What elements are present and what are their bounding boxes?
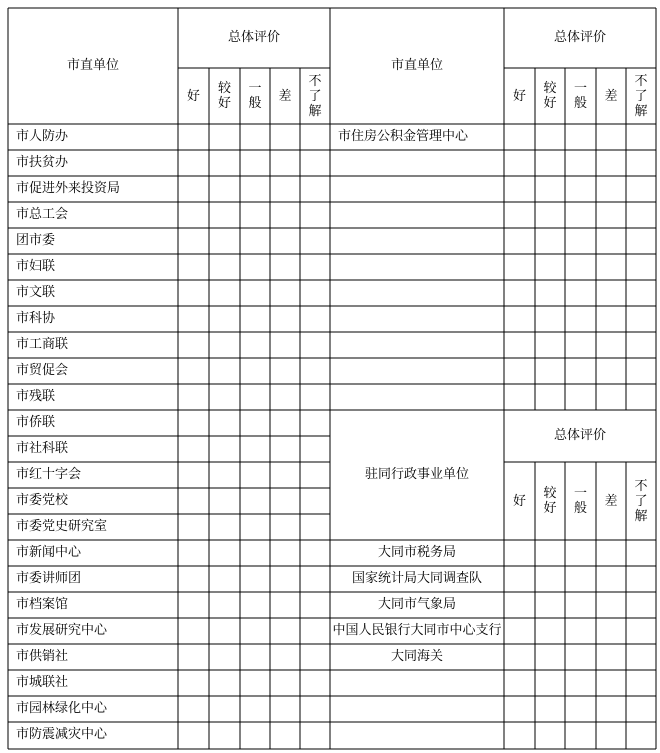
left-unit-name: 市残联 bbox=[16, 389, 56, 404]
left-rating-header: 较 好 bbox=[217, 81, 231, 111]
section2-rating-header: 一 般 bbox=[573, 486, 587, 516]
left-unit-name: 市侨联 bbox=[16, 415, 56, 430]
left-unit-name: 市城联社 bbox=[16, 675, 69, 690]
right-unit-name: 大同市税务局 bbox=[377, 545, 456, 560]
right-unit-header: 市直单位 bbox=[390, 58, 443, 73]
left-unit-name: 市委党史研究室 bbox=[16, 519, 108, 534]
right-unit-name: 大同市气象局 bbox=[377, 597, 456, 612]
section2-unit-header: 驻同行政事业单位 bbox=[364, 467, 469, 482]
right-rating-header: 较 好 bbox=[543, 81, 557, 111]
left-unit-header: 市直单位 bbox=[66, 58, 119, 73]
left-unit-name: 团市委 bbox=[16, 233, 56, 248]
right-overall-header: 总体评价 bbox=[553, 30, 606, 45]
left-unit-name: 市工商联 bbox=[16, 337, 69, 352]
left-unit-name: 市档案馆 bbox=[16, 597, 69, 612]
left-unit-name: 市促进外来投资局 bbox=[16, 181, 121, 196]
right-rating-header: 差 bbox=[604, 88, 618, 104]
left-rating-header: 一 般 bbox=[248, 81, 262, 111]
left-rating-header: 好 bbox=[186, 88, 200, 104]
left-overall-header: 总体评价 bbox=[227, 30, 280, 45]
section2-rating-header: 较 好 bbox=[543, 486, 557, 516]
left-unit-name: 市新闻中心 bbox=[16, 545, 82, 560]
left-unit-name: 市社科联 bbox=[16, 441, 69, 456]
section2-rating-header: 不 了 解 bbox=[634, 478, 648, 524]
right-rating-header: 不 了 解 bbox=[634, 73, 648, 119]
section2-rating-header: 差 bbox=[604, 493, 618, 509]
left-unit-name: 市防震减灾中心 bbox=[16, 727, 108, 742]
left-unit-name: 市园林绿化中心 bbox=[16, 701, 108, 716]
right-unit-name: 国家统计局大同调查队 bbox=[351, 571, 482, 586]
left-unit-name: 市红十字会 bbox=[16, 467, 82, 482]
left-unit-name: 市贸促会 bbox=[16, 363, 69, 378]
left-unit-name: 市委党校 bbox=[16, 493, 69, 508]
section2-overall-header: 总体评价 bbox=[553, 428, 606, 443]
left-unit-name: 市人防办 bbox=[16, 129, 69, 144]
left-rating-header: 不 了 解 bbox=[308, 73, 322, 119]
left-unit-name: 市扶贫办 bbox=[16, 155, 69, 170]
left-unit-name: 市文联 bbox=[16, 285, 56, 300]
left-unit-name: 市妇联 bbox=[16, 259, 56, 274]
left-rating-header: 差 bbox=[278, 88, 292, 104]
left-unit-name: 市委讲师团 bbox=[16, 571, 82, 586]
left-unit-name: 市供销社 bbox=[16, 649, 69, 664]
right-unit-name: 市住房公积金管理中心 bbox=[338, 129, 469, 144]
right-unit-name: 大同海关 bbox=[390, 649, 443, 664]
left-unit-name: 市科协 bbox=[16, 311, 56, 326]
right-rating-header: 好 bbox=[512, 88, 526, 104]
right-rating-header: 一 般 bbox=[573, 81, 587, 111]
right-unit-name: 中国人民银行大同市中心支行 bbox=[332, 623, 502, 638]
section2-rating-header: 好 bbox=[512, 493, 526, 509]
left-unit-name: 市发展研究中心 bbox=[16, 623, 108, 638]
left-unit-name: 市总工会 bbox=[16, 207, 69, 222]
